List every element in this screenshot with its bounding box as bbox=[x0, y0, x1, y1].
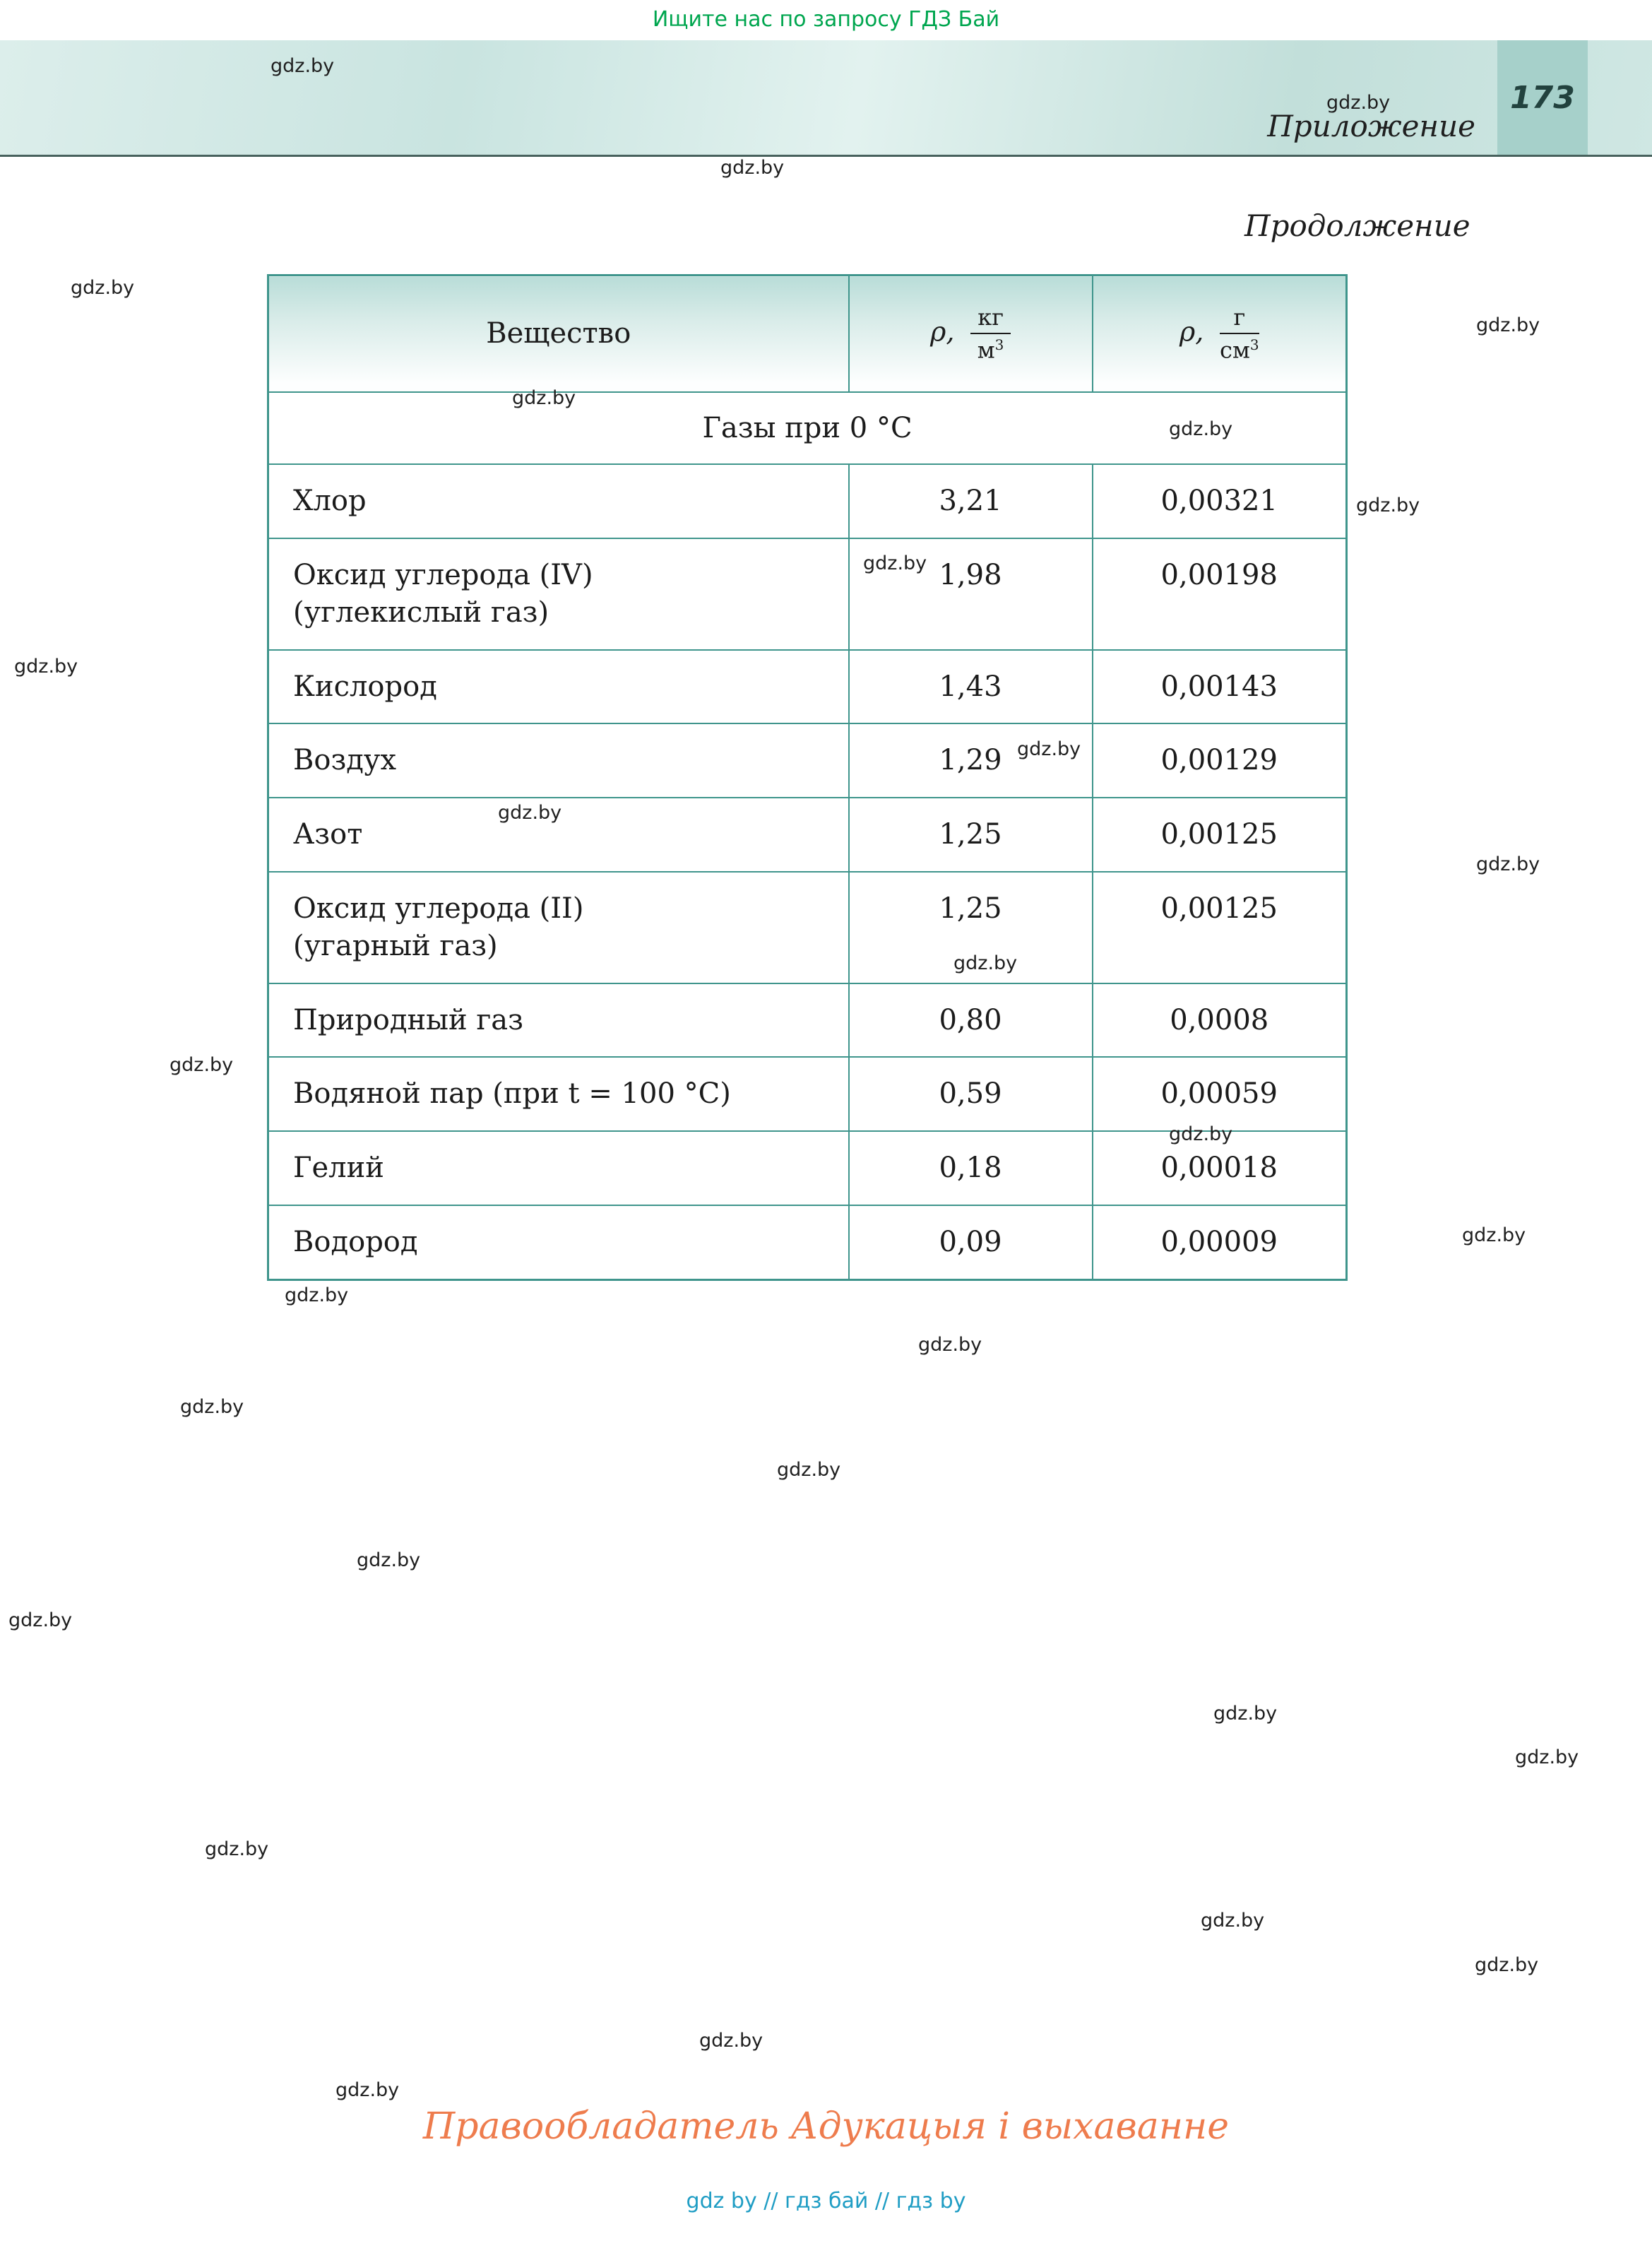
density-g-cm3: 0,00321 bbox=[1093, 464, 1347, 538]
watermark: gdz.by bbox=[1169, 418, 1233, 440]
table-row bbox=[268, 1205, 1347, 1279]
density-g-cm3: 0,00143 bbox=[1093, 650, 1347, 724]
watermark: gdz.by bbox=[357, 1549, 421, 1571]
watermark: gdz.by bbox=[498, 802, 562, 824]
density-g-cm3: 0,00125 bbox=[1093, 798, 1347, 872]
table-row bbox=[268, 650, 1347, 724]
fraction-numerator: г bbox=[1220, 304, 1259, 334]
page-header-band bbox=[0, 40, 1652, 157]
substance-name-line2: (угарный газ) bbox=[293, 929, 498, 962]
watermark: gdz.by bbox=[1476, 853, 1540, 875]
density-g-cm3: 0,00018 bbox=[1093, 1131, 1347, 1205]
denominator-unit: см bbox=[1220, 336, 1250, 364]
watermark: gdz.by bbox=[335, 2079, 400, 2101]
watermark: gdz.by bbox=[1326, 92, 1391, 114]
table-row bbox=[268, 1057, 1347, 1131]
watermark: gdz.by bbox=[1476, 314, 1540, 336]
denominator-exponent: 3 bbox=[994, 336, 1004, 353]
density-kg-m3: 0,59 bbox=[849, 1057, 1093, 1131]
substance-name: Хлор bbox=[293, 485, 367, 518]
table-row bbox=[268, 464, 1347, 538]
fraction-numerator: кг bbox=[970, 304, 1011, 334]
top-banner-text: Ищите нас по запросу ГДЗ Бай bbox=[652, 7, 1000, 32]
substance-name: Гелий bbox=[293, 1152, 384, 1185]
table-row bbox=[268, 983, 1347, 1058]
watermark: gdz.by bbox=[205, 1838, 269, 1860]
density-g-cm3: 0,00009 bbox=[1093, 1205, 1347, 1279]
substance-name: Водяной пар (при t = 100 °С) bbox=[293, 1077, 731, 1111]
publisher-line: Правообладатель Адукацыя і выхаванне bbox=[422, 2105, 1230, 2148]
watermark: gdz.by bbox=[170, 1054, 234, 1076]
density-kg-m3: 1,98 bbox=[849, 538, 1093, 650]
table-row bbox=[268, 538, 1347, 650]
watermark: gdz.by bbox=[180, 1396, 244, 1418]
watermark: gdz.by bbox=[699, 2030, 763, 2052]
watermark: gdz.by bbox=[8, 1609, 73, 1631]
substance-name: Оксид углерода (IV) bbox=[293, 559, 593, 592]
density-g-cm3: 0,0008 bbox=[1093, 983, 1347, 1058]
watermark: gdz.by bbox=[71, 277, 135, 299]
density-kg-m3: 1,43 bbox=[849, 650, 1093, 724]
denominator-exponent: 3 bbox=[1249, 336, 1259, 353]
density-g-cm3: 0,00059 bbox=[1093, 1057, 1347, 1131]
header-substance: Вещество bbox=[268, 276, 849, 392]
substance-name: Оксид углерода (II) bbox=[293, 892, 584, 926]
table-section-row bbox=[268, 392, 1347, 465]
density-g-cm3: 0,00198 bbox=[1093, 538, 1347, 650]
watermark: gdz.by bbox=[1017, 738, 1081, 760]
watermark: gdz.by bbox=[1475, 1954, 1539, 1976]
watermark: gdz.by bbox=[1213, 1703, 1278, 1725]
table-row bbox=[268, 723, 1347, 798]
page-number-box bbox=[1497, 40, 1588, 155]
density-g-cm3: 0,00129 bbox=[1093, 723, 1347, 798]
table-row bbox=[268, 872, 1347, 983]
section-row-label: Газы при 0 °С bbox=[268, 392, 1347, 465]
kg-per-m3-fraction bbox=[970, 304, 1011, 364]
density-kg-m3: 0,18 bbox=[849, 1131, 1093, 1205]
substance-name: Водород bbox=[293, 1226, 418, 1259]
density-kg-m3: 0,80 bbox=[849, 983, 1093, 1058]
denominator-unit: м bbox=[977, 336, 995, 364]
watermark: gdz.by bbox=[720, 157, 785, 179]
density-kg-m3: 1,25 bbox=[849, 872, 1093, 983]
watermark: gdz.by bbox=[777, 1459, 841, 1481]
watermark: gdz.by bbox=[1201, 1910, 1265, 1932]
substance-name: Кислород bbox=[293, 670, 437, 703]
substance-name-line2: (углекислый газ) bbox=[293, 596, 549, 629]
g-per-cm3-fraction bbox=[1220, 304, 1259, 364]
density-kg-m3: 3,21 bbox=[849, 464, 1093, 538]
header-density-kg-m3 bbox=[849, 276, 1093, 392]
table-row bbox=[268, 1131, 1347, 1205]
density-kg-m3: 0,09 bbox=[849, 1205, 1093, 1279]
page-number: 173 bbox=[1510, 79, 1575, 116]
rho-symbol: ρ, bbox=[930, 316, 955, 348]
density-kg-m3: 1,29 bbox=[849, 723, 1093, 798]
density-g-cm3: 0,00125 bbox=[1093, 872, 1347, 983]
watermark: gdz.by bbox=[512, 387, 576, 409]
watermark: gdz.by bbox=[1515, 1746, 1579, 1768]
substance-name: Воздух bbox=[293, 744, 397, 777]
watermark: gdz.by bbox=[271, 55, 335, 77]
rho-symbol: ρ, bbox=[1179, 316, 1204, 348]
substance-name: Природный газ bbox=[293, 1003, 523, 1036]
table-header-row bbox=[268, 276, 1347, 392]
continuation-label: Продолжение bbox=[1244, 208, 1470, 243]
watermark: gdz.by bbox=[1356, 495, 1420, 516]
footer-links[interactable]: gdz by // гдз бай // гдз by bbox=[686, 2189, 966, 2213]
watermark: gdz.by bbox=[863, 552, 927, 574]
watermark: gdz.by bbox=[285, 1284, 349, 1306]
watermark: gdz.by bbox=[14, 656, 78, 678]
watermark: gdz.by bbox=[1462, 1224, 1526, 1246]
fraction-denominator bbox=[1220, 334, 1259, 364]
watermark: gdz.by bbox=[918, 1334, 982, 1356]
density-table bbox=[267, 274, 1348, 1281]
header-density-g-cm3 bbox=[1093, 276, 1347, 392]
section-title: Приложение bbox=[1267, 109, 1475, 143]
watermark: gdz.by bbox=[1169, 1123, 1233, 1145]
substance-name: Азот bbox=[293, 818, 363, 851]
density-kg-m3: 1,25 bbox=[849, 798, 1093, 872]
table-row bbox=[268, 798, 1347, 872]
watermark: gdz.by bbox=[953, 952, 1018, 974]
fraction-denominator bbox=[970, 334, 1011, 364]
